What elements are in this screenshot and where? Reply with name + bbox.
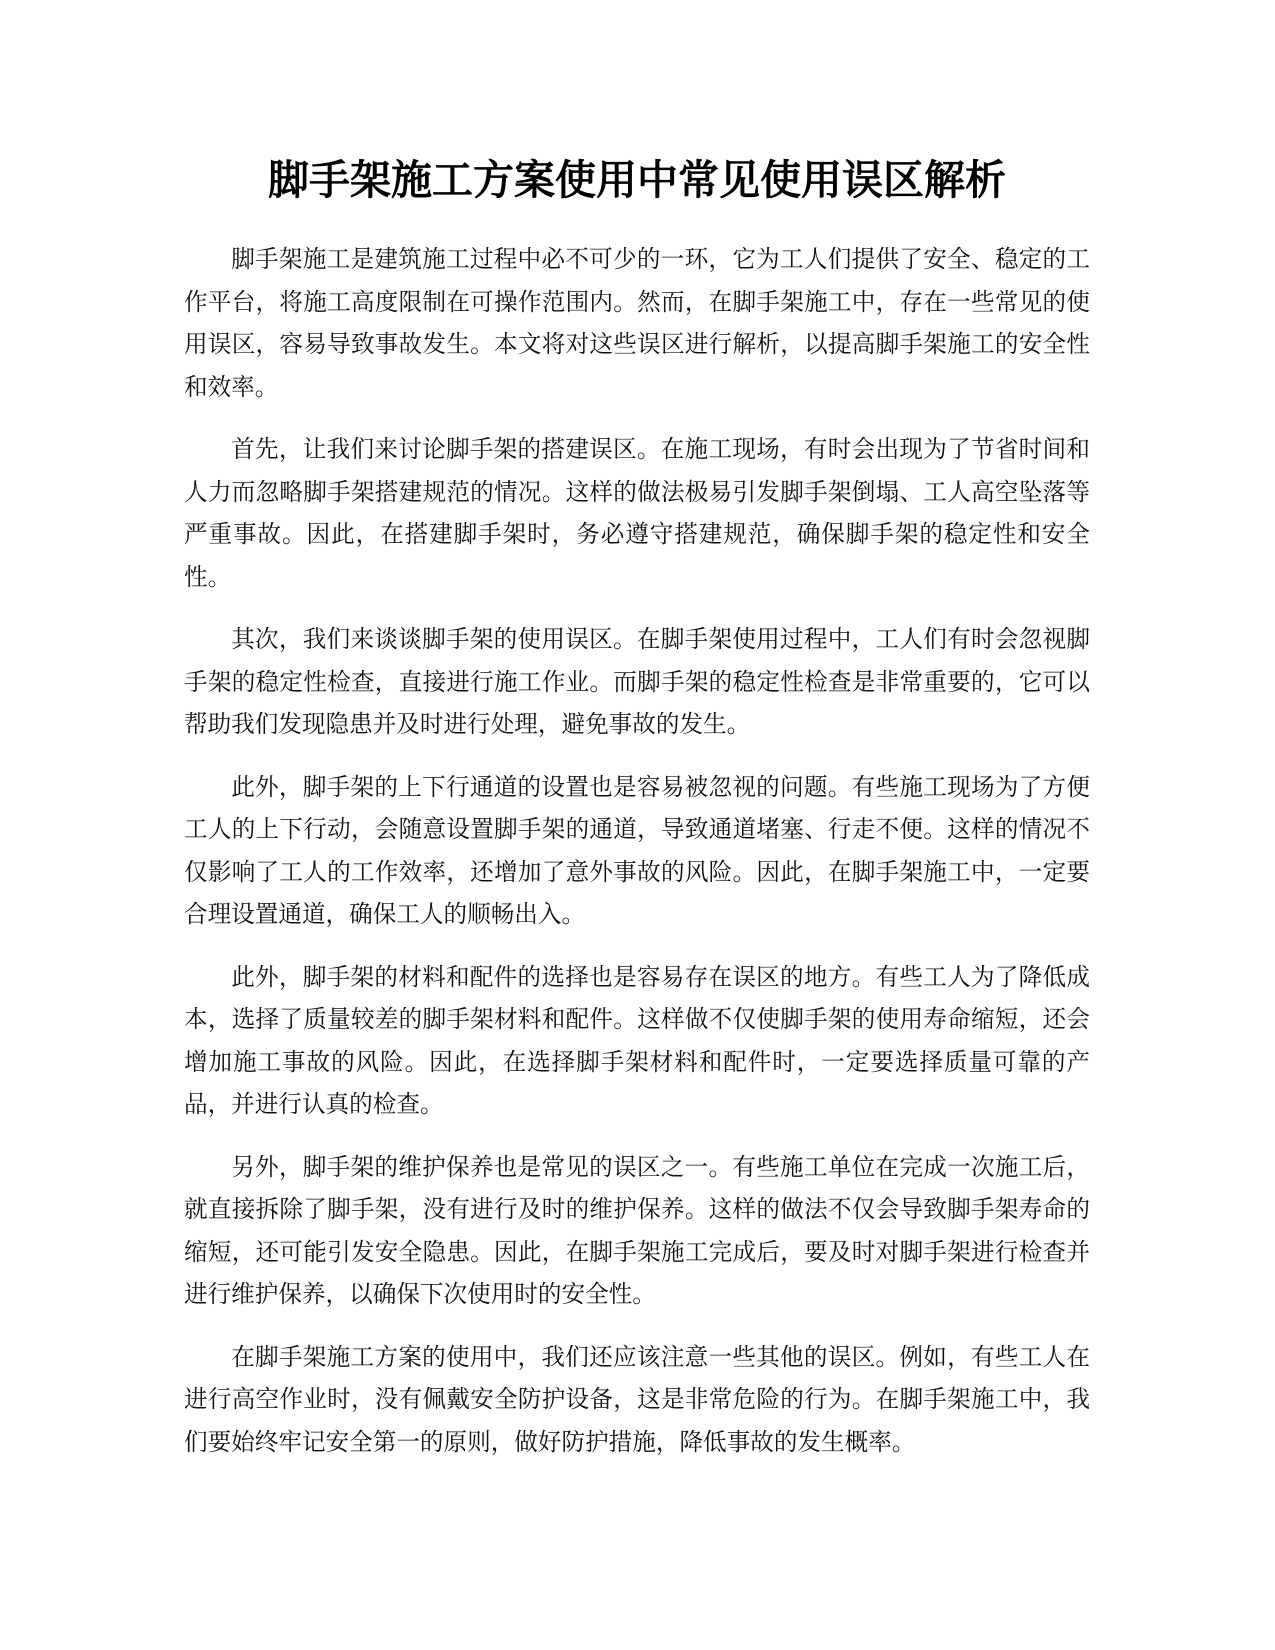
paragraph-other-errors: 在脚手架施工方案的使用中，我们还应该注意一些其他的误区。例如，有些工人在进行高空作业时，没有佩戴安全防护设备，这是非常危险的行为。在脚手架施工中，我们要始终牢记安全第一的原则，做好防护措施，降低事故的发生概率。 — [184, 1342, 1090, 1456]
paragraph-intro: 脚手架施工是建筑施工过程中必不可少的一环，它为工人们提供了安全、稳定的工作平台，将施工高度限制在可操作范围内。然而，在脚手架施工中，存在一些常见的使用误区，容易导致事故发生。本文将对这些误区进行解析，以提高脚手架施工的安全性和效率。 — [184, 245, 1090, 401]
paragraph-access-passages: 此外，脚手架的上下行通道的设置也是容易被忽视的问题。有些施工现场为了方便工人的上下行动，会随意设置脚手架的通道，导致通道堵塞、行走不便。这样的情况不仅影响了工人的工作效率，还增加了意外事故的风险。因此，在脚手架施工中，一定要合理设置通道，确保工人的顺畅出入。 — [184, 772, 1090, 928]
paragraph-usage-errors: 其次，我们来谈谈脚手架的使用误区。在脚手架使用过程中，工人们有时会忽视脚手架的稳定性检查，直接进行施工作业。而脚手架的稳定性检查是非常重要的，它可以帮助我们发现隐患并及时进行处理，避免事故的发生。 — [184, 625, 1090, 738]
paragraph-maintenance: 另外，脚手架的维护保养也是常见的误区之一。有些施工单位在完成一次施工后，就直接拆除了脚手架，没有进行及时的维护保养。这样的做法不仅会导致脚手架寿命的缩短，还可能引发安全隐患。因此，在脚手架施工完成后，要及时对脚手架进行检查并进行维护保养，以确保下次使用时的安全性。 — [184, 1152, 1090, 1308]
paragraph-materials: 此外，脚手架的材料和配件的选择也是容易存在误区的地方。有些工人为了降低成本，选择了质量较差的脚手架材料和配件。这样做不仅使脚手架的使用寿命缩短，还会增加施工事故的风险。因此，在选择脚手架材料和配件时，一定要选择质量可靠的产品，并进行认真的检查。 — [184, 962, 1090, 1118]
paragraph-erection-errors: 首先，让我们来讨论脚手架的搭建误区。在施工现场，有时会出现为了节省时间和人力而忽略脚手架搭建规范的情况。这样的做法极易引发脚手架倒塌、工人高空坠落等严重事故。因此，在搭建脚手架时，务必遵守搭建规范，确保脚手架的稳定性和安全性。 — [184, 435, 1090, 591]
document-page — [184, 0, 1090, 1650]
document-body — [184, 238, 1090, 1483]
document-title: 脚手架施工方案使用中常见使用误区解析 — [268, 156, 1006, 204]
